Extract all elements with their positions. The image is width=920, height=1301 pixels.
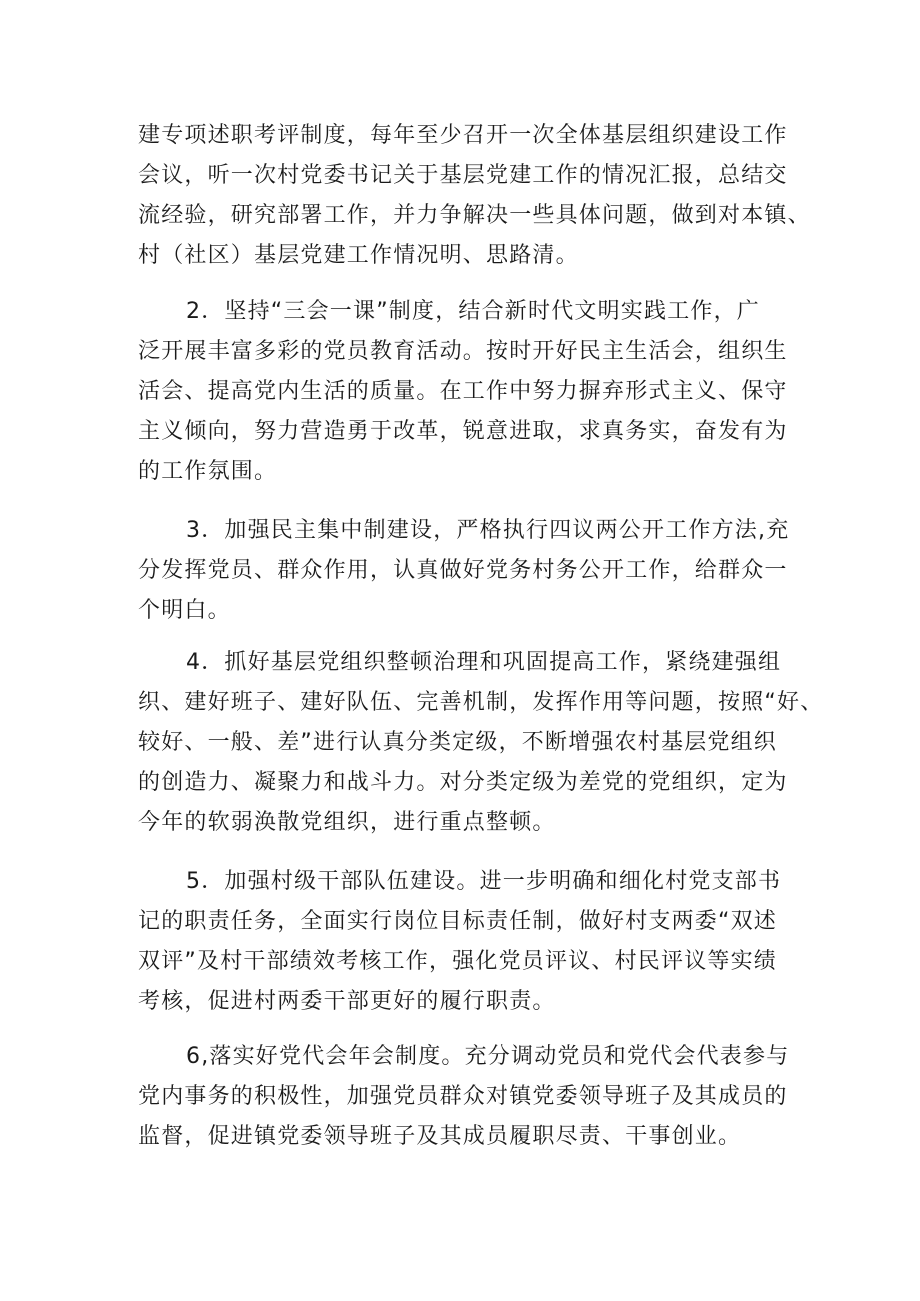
text-line: 5．加强村级干部队伍建设。进一步明确和细化村党支部书: [186, 869, 782, 894]
text-line: 党内事务的积极性，加强党员群众对镇党委领导班子及其成员的: [138, 1084, 788, 1109]
text-line: 监督，促进镇党委领导班子及其成员履职尽责、干事创业。: [138, 1124, 742, 1149]
text-line: 泛开展丰富多彩的党员教育活动。按时开好民主生活会，组织生: [138, 339, 788, 364]
paragraph-item-4: [138, 643, 828, 843]
text-line: 织、建好班子、建好队伍、完善机制，发挥作用等问题，按照“好、: [138, 690, 824, 715]
text-line: 活会、提高党内生活的质量。在工作中努力摒弃形式主义、保守: [138, 379, 788, 404]
text-line: 今年的软弱涣散党组织，进行重点整顿。: [138, 810, 556, 835]
text-line: 的创造力、凝聚力和战斗力。对分类定级为差党的党组织，定为: [138, 770, 788, 795]
text-line: 主义倾向，努力营造勇于改革，锐意进取，求真务实，奋发有为: [138, 419, 788, 444]
paragraph-item-2: [138, 292, 828, 492]
text-line: 村（社区）基层党建工作情况明、思路清。: [138, 243, 579, 268]
text-line: 会议，听一次村党委书记关于基层党建工作的情况汇报，总结交: [138, 163, 788, 188]
text-line: 6,落实好党代会年会制度。充分调动党员和党代会代表参与: [186, 1044, 790, 1069]
paragraph-item-6: [138, 1037, 828, 1157]
text-line: 双评”及村干部绩效考核工作，强化党员评议、村民评议等实绩: [138, 949, 777, 974]
text-line: 3．加强民主集中制建设，严格执行四议两公开工作方法,充: [186, 518, 790, 543]
text-line: 考核，促进村两委干部更好的履行职责。: [138, 989, 556, 1014]
text-line: 较好、一般、差”进行认真分类定级，不断增强农村基层党组织: [138, 730, 777, 755]
text-line: 记的职责任务，全面实行岗位目标责任制，做好村支两委“双述: [138, 909, 777, 934]
text-line: 2．坚持“三会一课”制度，结合新时代文明实践工作，广: [186, 299, 760, 324]
text-line: 个明白。: [138, 598, 231, 623]
text-line: 分发挥党员、群众作用，认真做好党务村务公开工作，给群众一: [138, 558, 788, 583]
text-line: 4．抓好基层党组织整顿治理和巩固提高工作，紧绕建强组: [186, 650, 782, 675]
paragraph-item-3: [138, 511, 828, 631]
paragraph-base-construction-review: [138, 116, 828, 276]
text-line: 流经验，研究部署工作，并力争解决一些具体问题，做到对本镇、: [138, 203, 811, 228]
text-line: 建专项述职考评制度，每年至少召开一次全体基层组织建设工作: [138, 123, 788, 148]
paragraph-item-5: [138, 862, 828, 1022]
text-line: 的工作氛围。: [138, 459, 278, 484]
